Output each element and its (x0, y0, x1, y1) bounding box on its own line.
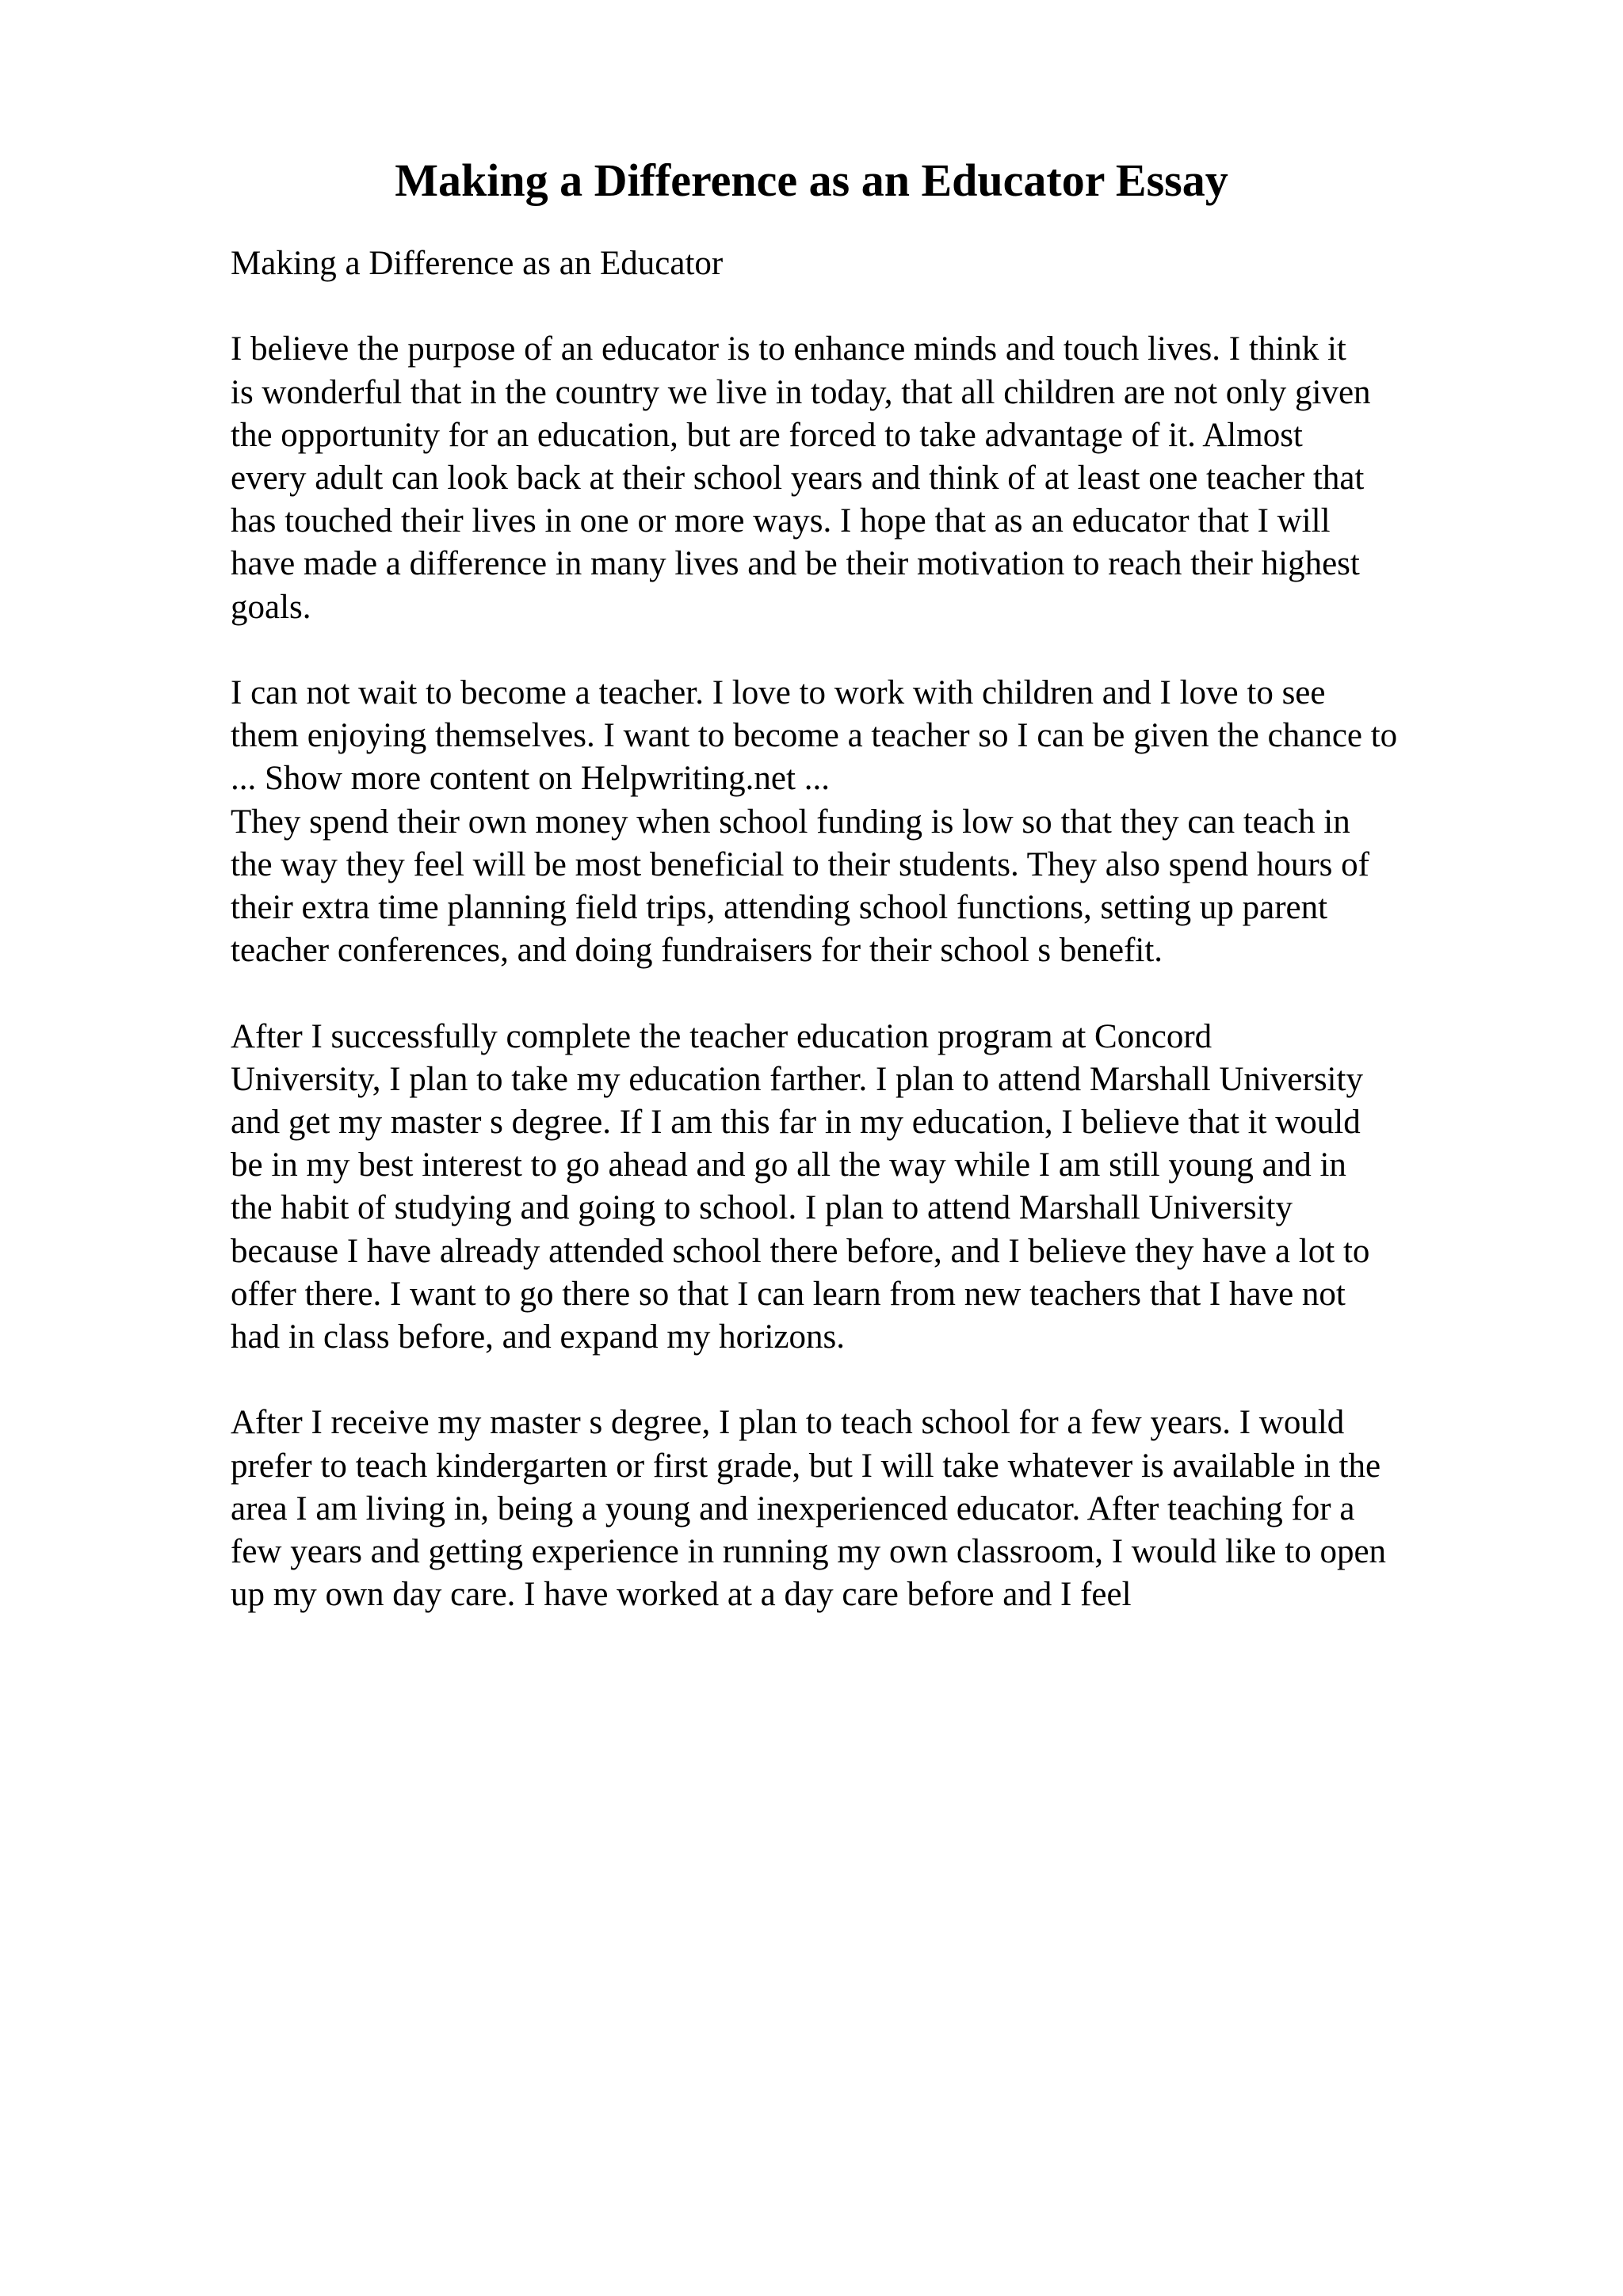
document-subtitle: Making a Difference as an Educator (231, 245, 724, 282)
text-line: They spend their own money when school funding is low so that they can teach in (231, 803, 1350, 841)
text-line: After I successfully complete the teacher education program at Concord (231, 1017, 1212, 1055)
text-line: every adult can look back at their school years and think of at least one teacher that (231, 460, 1365, 497)
document-title: Making a Difference as an Educator Essay (395, 154, 1228, 206)
paragraph-2 (231, 672, 1514, 972)
text-line: University, I plan to take my education farther. I plan to attend Marshall University (231, 1060, 1363, 1098)
text-line: the habit of studying and going to school. I plan to attend Marshall University (231, 1189, 1293, 1227)
text-line: offer there. I want to go there so that I can learn from new teachers that I have not (231, 1275, 1346, 1313)
text-line: them enjoying themselves. I want to become a teacher so I can be given the chance to (231, 717, 1398, 755)
text-line: area I am living in, being a young and inexperienced educator. After teaching for a (231, 1489, 1355, 1527)
text-line: teacher conferences, and doing fundraisers for their school s benefit. (231, 932, 1163, 970)
text-line: the way they feel will be most beneficial to their students. They also spend hours of (231, 845, 1369, 883)
paragraph-4 (231, 1402, 1514, 1616)
text-line: because I have already attended school there before, and I believe they have a lot to (231, 1232, 1370, 1270)
text-line: their extra time planning field trips, attending school functions, setting up parent (231, 889, 1328, 927)
text-line: be in my best interest to go ahead and go all the way while I am still young and in (231, 1146, 1346, 1184)
text-line: I believe the purpose of an educator is to enhance minds and touch lives. I think it (231, 330, 1346, 368)
text-line: prefer to teach kindergarten or first grade, but I will take whatever is available in the (231, 1447, 1381, 1485)
text-line: and get my master s degree. If I am this far in my education, I believe that it would (231, 1104, 1361, 1142)
text-line: have made a difference in many lives and be their motivation to reach their highest (231, 545, 1360, 583)
text-line: has touched their lives in one or more ways. I hope that as an educator that I will (231, 502, 1331, 540)
text-line: up my own day care. I have worked at a day care before and I feel (231, 1576, 1132, 1614)
text-line: had in class before, and expand my horizons. (231, 1318, 845, 1356)
text-line: goals. (231, 588, 311, 626)
paragraph-3 (231, 1016, 1514, 1360)
text-line: is wonderful that in the country we live in today, that all children are not only given (231, 373, 1371, 411)
text-line: I can not wait to become a teacher. I love to work with children and I love to see (231, 674, 1326, 711)
text-line: few years and getting experience in running my own classroom, I would like to open (231, 1533, 1387, 1571)
text-line: the opportunity for an education, but are forced to take advantage of it. Almost (231, 416, 1303, 454)
document-body (231, 242, 1514, 1616)
show-more-notice: ... Show more content on Helpwriting.net ... (231, 760, 830, 798)
paragraph-1 (231, 328, 1514, 628)
text-line: After I receive my master s degree, I plan to teach school for a few years. I would (231, 1404, 1345, 1442)
